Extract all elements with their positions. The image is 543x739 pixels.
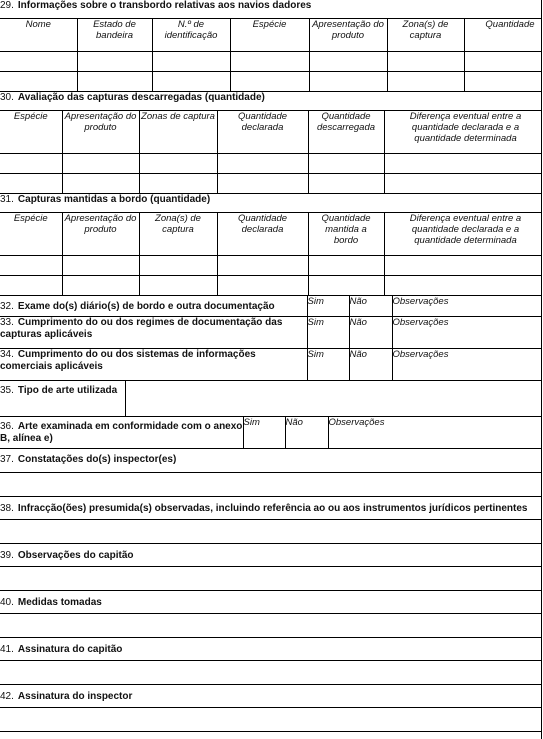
section-31-title: 31. Capturas mantidas a bordo (quantidade) bbox=[0, 194, 541, 213]
col-header-nome: Nome bbox=[0, 19, 77, 52]
input-cell[interactable] bbox=[0, 256, 62, 276]
section-37-title: 37. Constatações do(s) inspector(es) bbox=[0, 449, 541, 473]
s36-no-option[interactable]: Não bbox=[285, 417, 328, 449]
col-header-diferenca: Diferença eventual entre a quantidade declarada e a quantidade determinada bbox=[384, 213, 541, 256]
input-cell[interactable] bbox=[77, 52, 152, 72]
input-cell[interactable] bbox=[384, 154, 541, 174]
table-row bbox=[0, 174, 541, 194]
section-39-title: 39. Observações do capitão bbox=[0, 544, 541, 567]
input-cell[interactable] bbox=[0, 276, 62, 296]
s34-yes-option[interactable]: Sim bbox=[307, 349, 349, 381]
section-32-title: 32. Exame do(s) diário(s) de bordo e outra documentação bbox=[0, 296, 307, 317]
col-header-zona-captura: Zona(s) de captura bbox=[139, 213, 217, 256]
s33-no-option[interactable]: Não bbox=[349, 317, 392, 349]
col-header-zona-captura: Zona(s) de captura bbox=[387, 19, 464, 52]
s32-yes-option[interactable]: Sim bbox=[307, 296, 349, 317]
col-header-quantidade-descarregada: Quantidade descarregada bbox=[308, 111, 384, 154]
input-cell[interactable] bbox=[387, 52, 464, 72]
section-41-title: 41. Assinatura do capitão bbox=[0, 638, 541, 661]
s33-yes-option[interactable]: Sim bbox=[307, 317, 349, 349]
s34-no-option[interactable]: Não bbox=[349, 349, 392, 381]
section-36-table bbox=[0, 416, 542, 449]
input-cell[interactable] bbox=[308, 276, 384, 296]
input-cell[interactable] bbox=[309, 72, 387, 92]
col-header-apresentacao: Apresentação do produto bbox=[309, 19, 387, 52]
input-cell[interactable] bbox=[152, 72, 230, 92]
input-cell[interactable] bbox=[387, 72, 464, 92]
input-cell[interactable] bbox=[139, 256, 217, 276]
master-comments-field[interactable] bbox=[0, 567, 541, 591]
input-cell[interactable] bbox=[217, 154, 308, 174]
col-header-especie: Espécie bbox=[0, 213, 62, 256]
input-cell[interactable] bbox=[0, 52, 77, 72]
master-signature-field[interactable] bbox=[0, 661, 541, 685]
col-header-apresentacao: Apresentação do produto bbox=[62, 213, 139, 256]
input-cell[interactable] bbox=[308, 174, 384, 194]
sections-37-42-table bbox=[0, 448, 542, 732]
col-header-quantidade-declarada: Quantidade declarada bbox=[217, 111, 308, 154]
inspector-findings-field[interactable] bbox=[0, 473, 541, 497]
section-33-title: 33. Cumprimento do ou dos regimes de documentação das capturas aplicáveis bbox=[0, 317, 307, 349]
s34-observations-field[interactable]: Observações bbox=[392, 349, 541, 381]
section-35-title: 35. Tipo de arte utilizada bbox=[0, 381, 125, 417]
input-cell[interactable] bbox=[139, 154, 217, 174]
input-cell[interactable] bbox=[464, 72, 541, 92]
input-cell[interactable] bbox=[217, 256, 308, 276]
section-36-title: 36. Arte examinada em conformidade com o anexo B, alínea e) bbox=[0, 417, 243, 449]
input-cell[interactable] bbox=[139, 276, 217, 296]
section-31-table bbox=[0, 193, 542, 296]
table-row bbox=[0, 154, 541, 174]
table-row bbox=[0, 52, 541, 72]
col-header-estado-bandeira: Estado de bandeira bbox=[77, 19, 152, 52]
section-34-title: 34. Cumprimento do ou dos sistemas de informações comerciais aplicáveis bbox=[0, 349, 307, 381]
section-35-table bbox=[0, 380, 542, 417]
gear-type-field[interactable] bbox=[125, 381, 541, 417]
infringements-field[interactable] bbox=[0, 520, 541, 544]
input-cell[interactable] bbox=[384, 256, 541, 276]
input-cell[interactable] bbox=[62, 256, 139, 276]
s32-observations-field[interactable]: Observações bbox=[392, 296, 541, 317]
col-header-quantidade: Quantidade bbox=[464, 19, 541, 52]
input-cell[interactable] bbox=[464, 52, 541, 72]
input-cell[interactable] bbox=[308, 154, 384, 174]
inspector-signature-field[interactable] bbox=[0, 708, 541, 732]
input-cell[interactable] bbox=[77, 72, 152, 92]
s36-yes-option[interactable]: Sim bbox=[243, 417, 285, 449]
actions-taken-field[interactable] bbox=[0, 614, 541, 638]
section-30-title: 30. Avaliação das capturas descarregadas (quantidade) bbox=[0, 92, 541, 111]
col-header-quantidade-mantida: Quantidade mantida a bordo bbox=[308, 213, 384, 256]
input-cell[interactable] bbox=[384, 174, 541, 194]
col-header-apresentacao: Apresentação do produto bbox=[62, 111, 139, 154]
input-cell[interactable] bbox=[62, 154, 139, 174]
section-30-table bbox=[0, 91, 542, 194]
col-header-especie: Espécie bbox=[0, 111, 62, 154]
col-header-especie: Espécie bbox=[230, 19, 309, 52]
section-29-title: 29. Informações sobre o transbordo relativas aos navios dadores bbox=[0, 0, 541, 19]
col-header-diferenca: Diferença eventual entre a quantidade declarada e a quantidade determinada bbox=[384, 111, 541, 154]
input-cell[interactable] bbox=[308, 256, 384, 276]
input-cell[interactable] bbox=[230, 52, 309, 72]
section-29-table bbox=[0, 0, 542, 92]
input-cell[interactable] bbox=[230, 72, 309, 92]
s32-no-option[interactable]: Não bbox=[349, 296, 392, 317]
input-cell[interactable] bbox=[139, 174, 217, 194]
section-42-title: 42. Assinatura do inspector bbox=[0, 685, 541, 708]
col-header-quantidade-declarada: Quantidade declarada bbox=[217, 213, 308, 256]
table-row bbox=[0, 72, 541, 92]
s33-observations-field[interactable]: Observações bbox=[392, 317, 541, 349]
sections-32-34-table bbox=[0, 295, 542, 381]
section-38-title: 38. Infracção(ões) presumida(s) observadas, incluindo referência ao ou aos instrumentos jurídicos pertinentes bbox=[0, 497, 541, 520]
input-cell[interactable] bbox=[217, 276, 308, 296]
section-40-title: 40. Medidas tomadas bbox=[0, 591, 541, 614]
table-row bbox=[0, 276, 541, 296]
s36-observations-field[interactable]: Observações bbox=[328, 417, 541, 449]
input-cell[interactable] bbox=[152, 52, 230, 72]
input-cell[interactable] bbox=[217, 174, 308, 194]
table-row bbox=[0, 256, 541, 276]
input-cell[interactable] bbox=[62, 276, 139, 296]
col-header-identificacao: N.º de identificação bbox=[152, 19, 230, 52]
col-header-zonas-captura: Zonas de captura bbox=[139, 111, 217, 154]
input-cell[interactable] bbox=[384, 276, 541, 296]
input-cell[interactable] bbox=[0, 72, 77, 92]
input-cell[interactable] bbox=[0, 174, 62, 194]
input-cell[interactable] bbox=[0, 154, 62, 174]
input-cell[interactable] bbox=[62, 174, 139, 194]
input-cell[interactable] bbox=[309, 52, 387, 72]
